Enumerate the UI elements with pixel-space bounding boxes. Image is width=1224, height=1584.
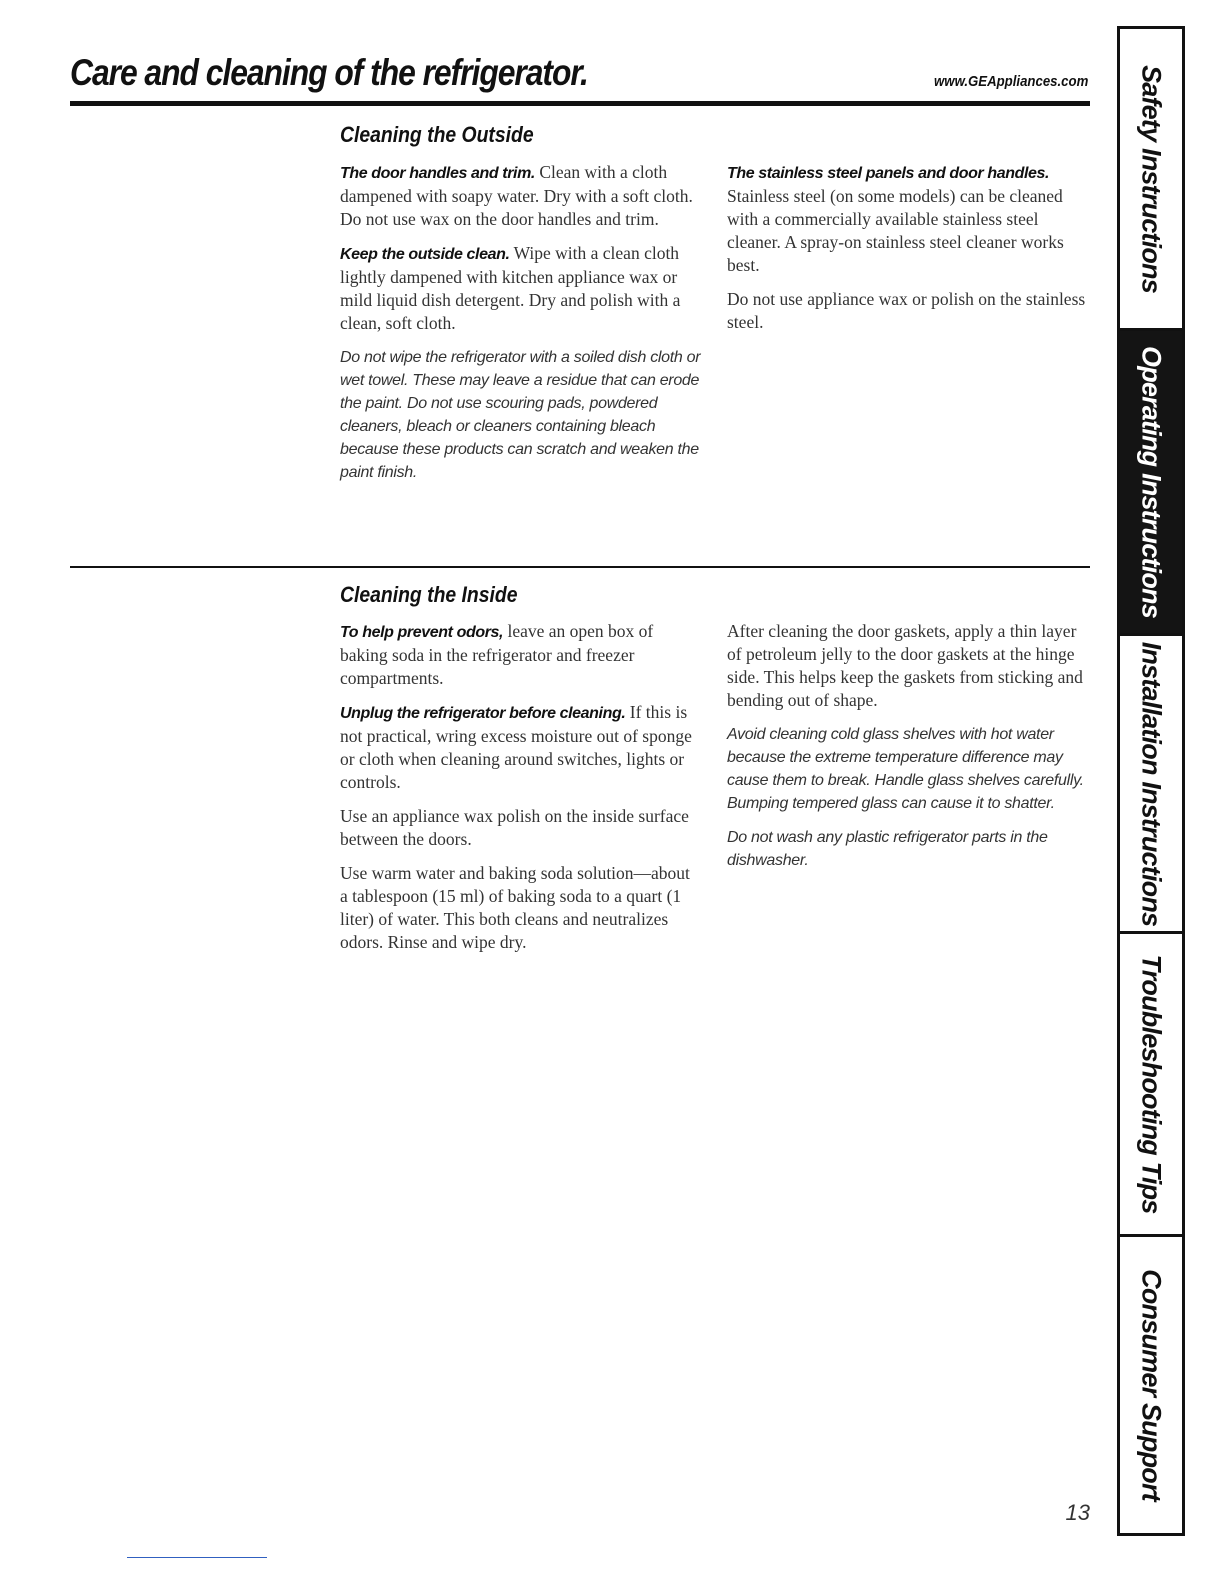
paragraph-gaskets: After cleaning the door gaskets, apply a thin layer of petroleum jelly to the door gaskets at the hinge side. This helps keep the gaskets from sticking and bending out of shape.	[727, 621, 1083, 710]
tab-installation-instructions[interactable]	[1120, 636, 1182, 934]
lead-text: To help prevent odors,	[340, 624, 504, 641]
paragraph-door-handles	[340, 161, 702, 231]
outside-left-column	[340, 161, 702, 495]
lead-text: Unplug the refrigerator before cleaning.	[340, 705, 626, 722]
paragraph-keep-clean	[340, 242, 702, 335]
tab-label: Troubleshooting Tips	[1136, 954, 1167, 1214]
body-text: leave an open box of baking soda in the refrigerator and freezer compartments.	[340, 621, 654, 688]
section-heading-outside: Cleaning the Outside	[340, 122, 534, 147]
tab-safety-instructions[interactable]	[1120, 29, 1182, 331]
lead-text: The stainless steel panels and door handles.	[727, 165, 1050, 182]
website-link[interactable]: www.GEAppliances.com	[933, 73, 1088, 90]
page-number: 13	[1065, 1500, 1090, 1525]
tab-label: Installation Instructions	[1136, 641, 1167, 926]
tab-label: Consumer Support	[1136, 1269, 1167, 1501]
paragraph-no-wax: Do not use appliance wax or polish on the stainless steel.	[727, 289, 1086, 332]
tab-consumer-support[interactable]	[1120, 1237, 1182, 1533]
paragraph-prevent-odors	[340, 620, 702, 690]
glass-shelves-note: Avoid cleaning cold glass shelves with hot water because the extreme temperature difference may cause them to break. Handle glass shelves carefully. Bumping tempered glass can cause it to shatter.	[727, 726, 1084, 812]
body-text: Clean with a cloth dampened with soapy water. Dry with a soft cloth. Do not use wax on the door handles and trim.	[340, 162, 693, 229]
tab-operating-instructions[interactable]	[1120, 331, 1182, 636]
header-rule	[70, 101, 1090, 106]
paint-warning-note: Do not wipe the refrigerator with a soiled dish cloth or wet towel. These may leave a residue that can erode the paint. Do not use scouring pads, powdered cleaners, bleach or cleaners containing bleach because these products can scratch and weaken the paint finish.	[340, 349, 701, 481]
inside-right-column	[727, 620, 1089, 883]
inside-left-column	[340, 620, 702, 965]
section-heading-inside: Cleaning the Inside	[340, 582, 518, 607]
body-text: If this is not practical, wring excess moisture out of sponge or cloth when cleaning around switches, lights or controls.	[340, 702, 692, 792]
tab-label: Safety Instructions	[1136, 64, 1167, 293]
lead-text: Keep the outside clean.	[340, 246, 510, 263]
tab-label: Operating Instructions	[1136, 346, 1167, 618]
tab-troubleshooting-tips[interactable]	[1120, 934, 1182, 1237]
body-text: Wipe with a clean cloth lightly dampened with kitchen appliance wax or mild liquid dish detergent. Dry and polish with a clean, soft cloth.	[340, 243, 681, 333]
page-title: Care and cleaning of the refrigerator.	[70, 52, 588, 93]
section-tabs-sidebar	[1117, 26, 1185, 1536]
dishwasher-note: Do not wash any plastic refrigerator parts in the dishwasher.	[727, 829, 1048, 869]
paragraph-wax-polish: Use an appliance wax polish on the inside surface between the doors.	[340, 806, 689, 849]
lead-text: The door handles and trim.	[340, 165, 535, 182]
outside-right-column	[727, 161, 1089, 345]
paragraph-baking-soda: Use warm water and baking soda solution—about a tablespoon (15 ml) of baking soda to a quart (1 liter) of water. This both cleans and neutralizes odors. Rinse and wipe dry.	[340, 863, 690, 952]
paragraph-unplug	[340, 701, 702, 794]
section-divider	[70, 566, 1090, 568]
body-text: Stainless steel (on some models) can be cleaned with a commercially available stainless steel cleaner. A spray-on stainless steel cleaner works best.	[727, 186, 1064, 275]
footer-line	[127, 1557, 267, 1558]
paragraph-stainless-steel	[727, 161, 1089, 277]
